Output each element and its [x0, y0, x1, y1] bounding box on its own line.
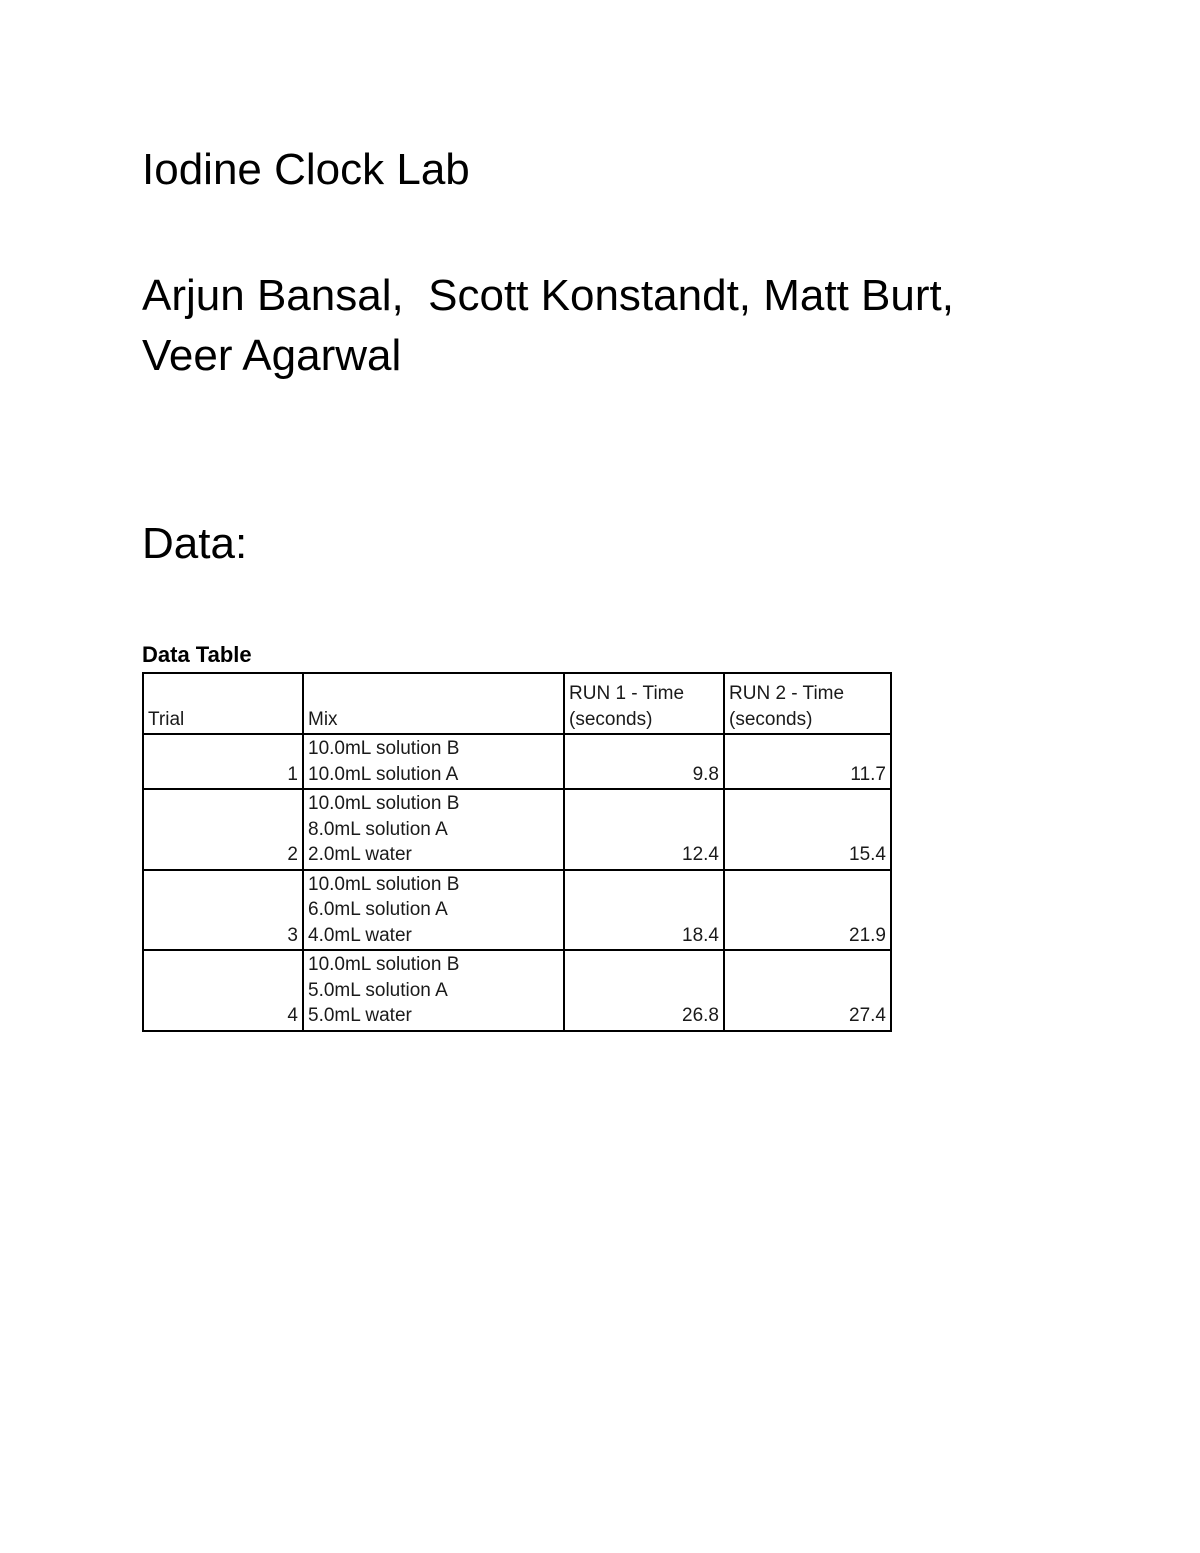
document-title: Iodine Clock Lab — [142, 145, 470, 194]
mix-line: 4.0mL water — [308, 924, 412, 946]
author-list-line-2: Veer Agarwal — [142, 331, 402, 380]
mix-cell — [303, 870, 564, 951]
mix-line: 10.0mL solution B — [308, 738, 460, 759]
author-list — [142, 266, 954, 386]
trial-cell: 3 — [143, 870, 303, 951]
header-mix: Mix — [303, 673, 564, 734]
table-row — [143, 870, 891, 951]
mix-cell — [303, 950, 564, 1031]
mix-line: 5.0mL water — [308, 1005, 412, 1026]
run2-time-cell: 21.9 — [724, 870, 891, 951]
run1-time-cell: 26.8 — [564, 950, 724, 1031]
mix-line: 8.0mL solution A — [308, 818, 448, 840]
header-run2-line-2: (seconds) — [729, 708, 813, 730]
mix-line: 5.0mL solution A — [308, 979, 448, 1001]
trial-cell: 4 — [143, 950, 303, 1031]
mix-line: 10.0mL solution B — [308, 793, 460, 814]
table-caption: Data Table — [142, 642, 252, 667]
data-table — [142, 672, 892, 1032]
header-run1-line-1: RUN 1 - Time — [569, 683, 685, 704]
trial-cell: 1 — [143, 734, 303, 789]
mix-line: 10.0mL solution B — [308, 873, 460, 895]
mix-line: 6.0mL solution A — [308, 899, 448, 920]
table-row — [143, 734, 891, 789]
mix-cell — [303, 789, 564, 870]
run1-time-cell: 9.8 — [564, 734, 724, 789]
table-row — [143, 950, 891, 1031]
table-row — [143, 789, 891, 870]
header-run1 — [564, 673, 724, 734]
header-run1-line-2: (seconds) — [569, 708, 653, 730]
mix-line: 10.0mL solution B — [308, 954, 460, 975]
header-run2 — [724, 673, 891, 734]
mix-line: 2.0mL water — [308, 844, 412, 865]
mix-line: 10.0mL solution A — [308, 763, 459, 785]
header-trial: Trial — [143, 673, 303, 734]
run1-time-cell: 12.4 — [564, 789, 724, 870]
mix-cell — [303, 734, 564, 789]
author-list-line-1: Arjun Bansal, Scott Konstandt, Matt Burt, — [142, 271, 954, 320]
run2-time-cell: 15.4 — [724, 789, 891, 870]
header-run2-line-1: RUN 2 - Time — [729, 683, 845, 704]
section-heading-data: Data: — [142, 519, 248, 568]
run2-time-cell: 11.7 — [724, 734, 891, 789]
run2-time-cell: 27.4 — [724, 950, 891, 1031]
table-header-row — [143, 673, 891, 734]
run1-time-cell: 18.4 — [564, 870, 724, 951]
trial-cell: 2 — [143, 789, 303, 870]
